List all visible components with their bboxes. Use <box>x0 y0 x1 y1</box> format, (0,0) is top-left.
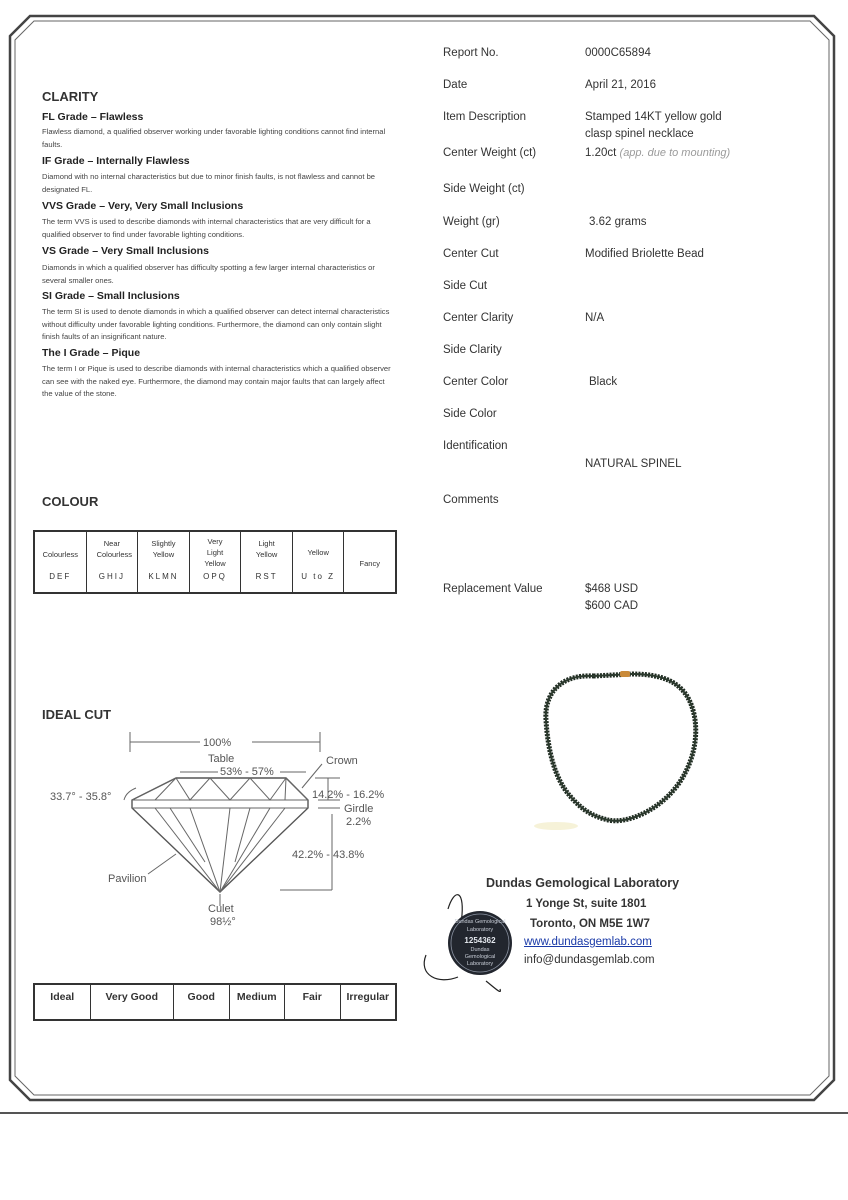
colour-name: Slightly Yellow <box>151 539 176 559</box>
center-weight-label: Center Weight (ct) <box>443 147 537 159</box>
center-weight-value <box>585 145 730 162</box>
center-cut-label: Center Cut <box>443 248 499 260</box>
colour-name: Yellow <box>307 548 329 557</box>
diagram-width-label: 100% <box>203 737 232 749</box>
diagram-table-range: 53% - 57% <box>220 766 274 778</box>
diagram-crown-height: 14.2% - 16.2% <box>312 789 385 801</box>
replacement-value <box>585 581 638 615</box>
lab-address-line1: 1 Yonge St, suite 1801 <box>526 898 647 910</box>
item-description-label: Item Description <box>443 111 527 123</box>
clarity-grade-desc: The term I or Pique is used to describe diamonds with internal characteristics which a qualified observer can see with the naked eye. Furthermore, the diamond may contain major faults that can largely affect the value of the stone. <box>42 364 391 398</box>
clarity-grade-desc: Diamond with no internal characteristics but due to minor finish faults, is not flawless and cannot be designated FL. <box>42 172 376 194</box>
center-clarity-value: N/A <box>585 312 605 324</box>
colour-range: GHIJ <box>98 572 125 581</box>
weight-label: Weight (gr) <box>443 216 500 228</box>
item-description-line: clasp spinel necklace <box>585 128 694 140</box>
date-value: April 21, 2016 <box>585 79 656 91</box>
comments-label: Comments <box>443 494 499 506</box>
diagram-girdle-label: Girdle <box>344 803 374 815</box>
clarity-grade-title: The I Grade – Pique <box>42 347 141 359</box>
seal-text: Laboratory <box>466 961 494 967</box>
side-color-label: Side Color <box>443 408 497 420</box>
item-description-value <box>585 109 722 143</box>
clarity-grade-desc: The term SI is used to denote diamonds in which a qualified observer can detect internal characteristics without difficulty under favorable lighting conditions. Furthermore, the diamond can only contain slight finish faults of an insignificant nature. <box>42 307 390 341</box>
clarity-grade-title: SI Grade – Small Inclusions <box>42 290 180 302</box>
diagram-pavilion-label: Pavilion <box>108 873 147 885</box>
page-bottom-rule <box>0 1112 848 1114</box>
weight-value: 3.62 grams <box>589 216 647 228</box>
diagram-table-label: Table <box>208 753 235 765</box>
necklace-clasp <box>620 671 630 677</box>
colour-range: U to Z <box>301 572 336 581</box>
report-no-label: Report No. <box>443 47 499 59</box>
colour-name: Near Colourless <box>96 539 133 559</box>
identification-label: Identification <box>443 440 508 452</box>
colour-range: RST <box>255 572 278 581</box>
colour-range: KLMN <box>148 572 179 581</box>
date-label: Date <box>443 79 468 91</box>
ideal-cut-heading: IDEAL CUT <box>42 707 112 722</box>
center-cut-value: Modified Briolette Bead <box>585 248 704 260</box>
colour-cell <box>241 532 293 592</box>
clarity-grade-desc: The term VVS is used to describe diamonds with internal characteristics that are very difficult for a qualified observer to find under favorable lighting conditions. <box>42 217 371 239</box>
diagram-culet-label: Culet <box>208 903 234 915</box>
necklace-photo <box>522 662 722 842</box>
cut-grade-cell: Irregular <box>346 991 390 1003</box>
side-weight-label: Side Weight (ct) <box>443 183 525 195</box>
lab-website-link[interactable]: www.dundasgemlab.com <box>524 936 652 948</box>
cut-grade-cell: Ideal <box>35 985 91 1019</box>
cut-grade-cell: Very Good <box>91 985 175 1019</box>
center-color-value: Black <box>589 376 618 388</box>
center-weight-amount: 1.20ct <box>585 147 617 159</box>
center-color-label: Center Color <box>443 376 509 388</box>
colour-cell <box>190 532 242 592</box>
item-description-line: Stamped 14KT yellow gold <box>585 111 722 123</box>
colour-heading: COLOUR <box>42 494 99 509</box>
clarity-grade-title: VVS Grade – Very, Very Small Inclusions <box>42 200 244 212</box>
colour-cell <box>344 532 395 592</box>
lab-email: info@dundasgemlab.com <box>524 954 655 966</box>
clarity-grade-desc: Diamonds in which a qualified observer has difficulty spotting a few larger internal characteristics or several smaller ones. <box>42 263 375 285</box>
cut-grade-cell: Medium <box>230 985 286 1019</box>
replacement-value-label: Replacement Value <box>443 583 543 595</box>
clarity-grade-title: IF Grade – Internally Flawless <box>42 155 190 167</box>
diagram-girdle-value: 2.2% <box>346 816 372 828</box>
necklace-strand <box>546 674 696 821</box>
lab-address-line2: Toronto, ON M5E 1W7 <box>530 918 650 930</box>
colour-cell <box>35 532 87 592</box>
colour-name: Fancy <box>359 559 380 568</box>
diagram-culet-value: 98½° <box>210 916 236 928</box>
cut-grade-table <box>33 983 397 1021</box>
colour-name: Light Yellow <box>255 539 278 559</box>
lab-seal-stamp <box>418 885 528 995</box>
diamond-proportions-diagram <box>40 722 400 934</box>
clarity-heading: CLARITY <box>42 89 99 104</box>
clarity-grade-title: VS Grade – Very Small Inclusions <box>42 245 209 257</box>
diagram-pavilion-depth: 42.2% - 43.8% <box>292 849 365 861</box>
side-clarity-label: Side Clarity <box>443 344 502 356</box>
cut-grade-cell: Good <box>174 985 230 1019</box>
replacement-value-usd: $468 USD <box>585 583 639 595</box>
seal-text: Laboratory <box>466 927 494 933</box>
colour-range: OPQ <box>203 572 227 581</box>
diagram-crown-angle: 33.7° - 35.8° <box>50 791 112 803</box>
colour-range: DEF <box>49 572 72 581</box>
center-weight-note: (app. due to mounting) <box>619 147 731 159</box>
replacement-value-cad: $600 CAD <box>585 600 639 612</box>
identification-value: NATURAL SPINEL <box>585 458 682 470</box>
clarity-grade-title: FL Grade – Flawless <box>42 111 144 123</box>
seal-number: 1254362 <box>464 936 496 945</box>
colour-cell <box>138 532 190 592</box>
colour-cell <box>87 532 139 592</box>
colour-name: Colourless <box>42 550 78 559</box>
seal-text: Gemological <box>464 954 496 960</box>
center-clarity-label: Center Clarity <box>443 312 514 324</box>
colour-cell <box>293 532 345 592</box>
side-cut-label: Side Cut <box>443 280 488 292</box>
seal-text: Dundas <box>470 947 490 953</box>
clarity-grade-desc: Flawless diamond, a qualified observer working under favorable lighting conditions cannot find internal faults. <box>42 127 386 149</box>
colour-scale-table <box>33 530 397 594</box>
colour-name: Very Light Yellow <box>204 537 226 568</box>
seal-text: Dundas Gemological <box>454 919 506 925</box>
lab-name: Dundas Gemological Laboratory <box>486 876 680 890</box>
cut-grade-cell: Fair <box>285 985 341 1019</box>
report-no-value: 0000C65894 <box>585 47 651 59</box>
diagram-crown-label: Crown <box>326 755 358 767</box>
